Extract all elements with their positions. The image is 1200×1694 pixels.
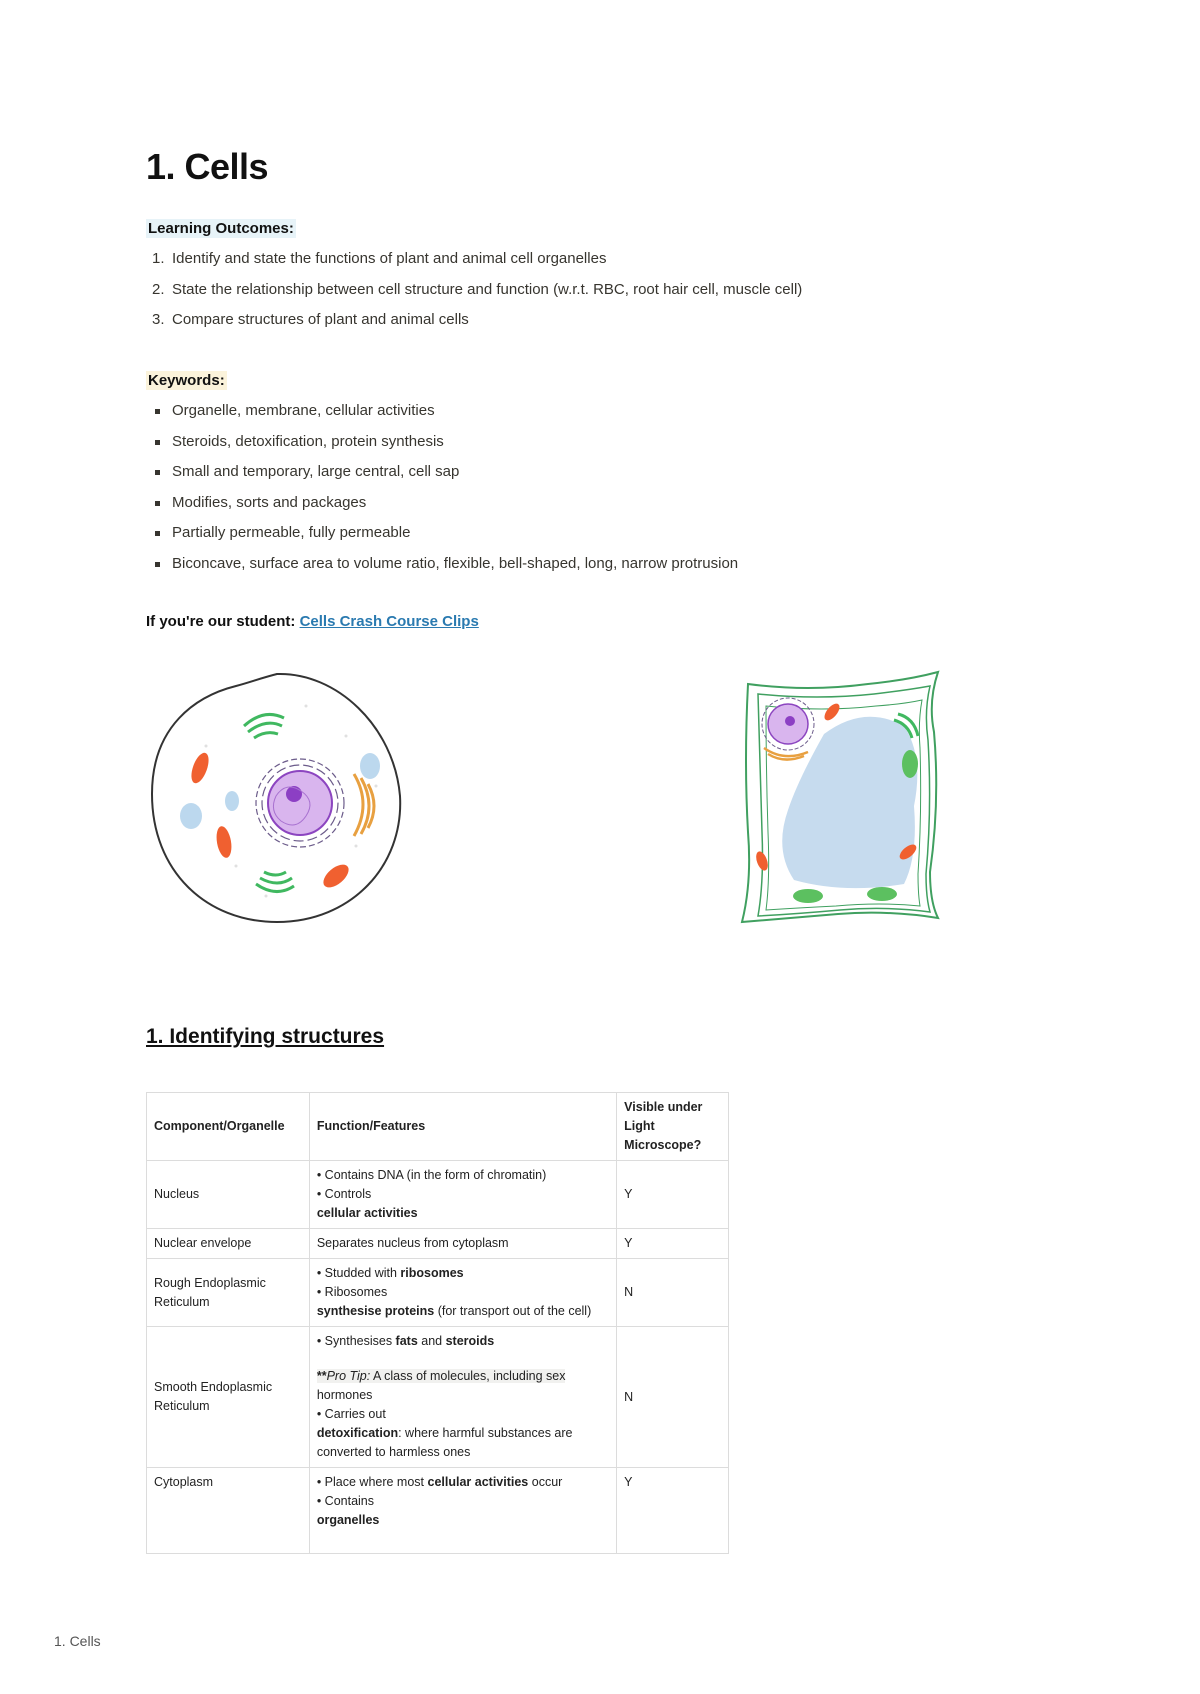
learning-outcomes-label: Learning Outcomes:: [148, 220, 294, 237]
bullet-icon: [155, 531, 160, 536]
column-header: Function/Features: [309, 1093, 616, 1161]
list-item: Organelle, membrane, cellular activities: [146, 399, 738, 430]
organelle-function: • Place where most cellular activities occur • Contains organelles: [309, 1468, 616, 1554]
visible-value: N: [617, 1327, 729, 1468]
organelle-function: Separates nucleus from cytoplasm: [309, 1229, 616, 1259]
table-row: [147, 1161, 729, 1229]
bullet-icon: [155, 562, 160, 567]
list-item: Biconcave, surface area to volume ratio, flexible, bell-shaped, long, narrow protrusion: [146, 552, 738, 583]
list-item: 2. State the relationship between cell structure and function (w.r.t. RBC, root hair cell, muscle cell): [152, 280, 803, 298]
table-row: [147, 1259, 729, 1327]
visible-value: Y: [617, 1229, 729, 1259]
bullet-icon: [155, 501, 160, 506]
learning-outcomes-list: [146, 247, 802, 339]
table-header-row: [147, 1093, 729, 1161]
animal-cell-illustration: [146, 666, 408, 928]
column-header: Visible under Light Microscope?: [617, 1093, 729, 1161]
list-item: Steroids, detoxification, protein synthesis: [146, 430, 738, 461]
table-row: [147, 1229, 729, 1259]
organelle-name: Nuclear envelope: [147, 1229, 310, 1259]
keywords-list: [146, 399, 738, 583]
table-row: [147, 1468, 729, 1554]
organelle-function: • Studded with ribosomes • Ribosomes synthesise proteins (for transport out of the cell): [309, 1259, 616, 1327]
visible-value: Y: [617, 1468, 729, 1554]
crash-course-link[interactable]: Cells Crash Course Clips: [299, 613, 479, 630]
page-footer: 1. Cells: [54, 1633, 101, 1649]
organelle-name: Smooth Endoplasmic Reticulum: [147, 1327, 310, 1468]
organelle-table: [146, 1092, 729, 1554]
table-row: [147, 1327, 729, 1468]
list-item: Small and temporary, large central, cell sap: [146, 460, 738, 491]
organelle-name: Rough Endoplasmic Reticulum: [147, 1259, 310, 1327]
organelle-name: Cytoplasm: [147, 1468, 310, 1554]
bullet-icon: [155, 409, 160, 414]
list-item: 1. Identify and state the functions of plant and animal cell organelles: [152, 250, 607, 267]
list-item: Modifies, sorts and packages: [146, 491, 738, 522]
page-title: 1. Cells: [146, 146, 269, 187]
visible-value: Y: [617, 1161, 729, 1229]
list-item: Partially permeable, fully permeable: [146, 521, 738, 552]
bullet-icon: [155, 470, 160, 475]
organelle-function: • Synthesises fats and steroids **Pro Tip: A class of molecules, including sex hormones • Carries out detoxification: where harmful substances are converted to harmless ones: [309, 1327, 616, 1468]
student-line: If you're our student: Cells Crash Course Clips: [146, 613, 479, 630]
column-header: Component/Organelle: [147, 1093, 310, 1161]
keywords-label: Keywords:: [148, 372, 225, 389]
list-item: 3. Compare structures of plant and animal cells: [152, 311, 469, 329]
organelle-name: Nucleus: [147, 1161, 310, 1229]
plant-cell-illustration: [734, 666, 950, 924]
bullet-icon: [155, 440, 160, 445]
organelle-function: • Contains DNA (in the form of chromatin) • Controls cellular activities: [309, 1161, 616, 1229]
section-heading: 1. Identifying structures: [146, 1025, 385, 1048]
visible-value: N: [617, 1259, 729, 1327]
